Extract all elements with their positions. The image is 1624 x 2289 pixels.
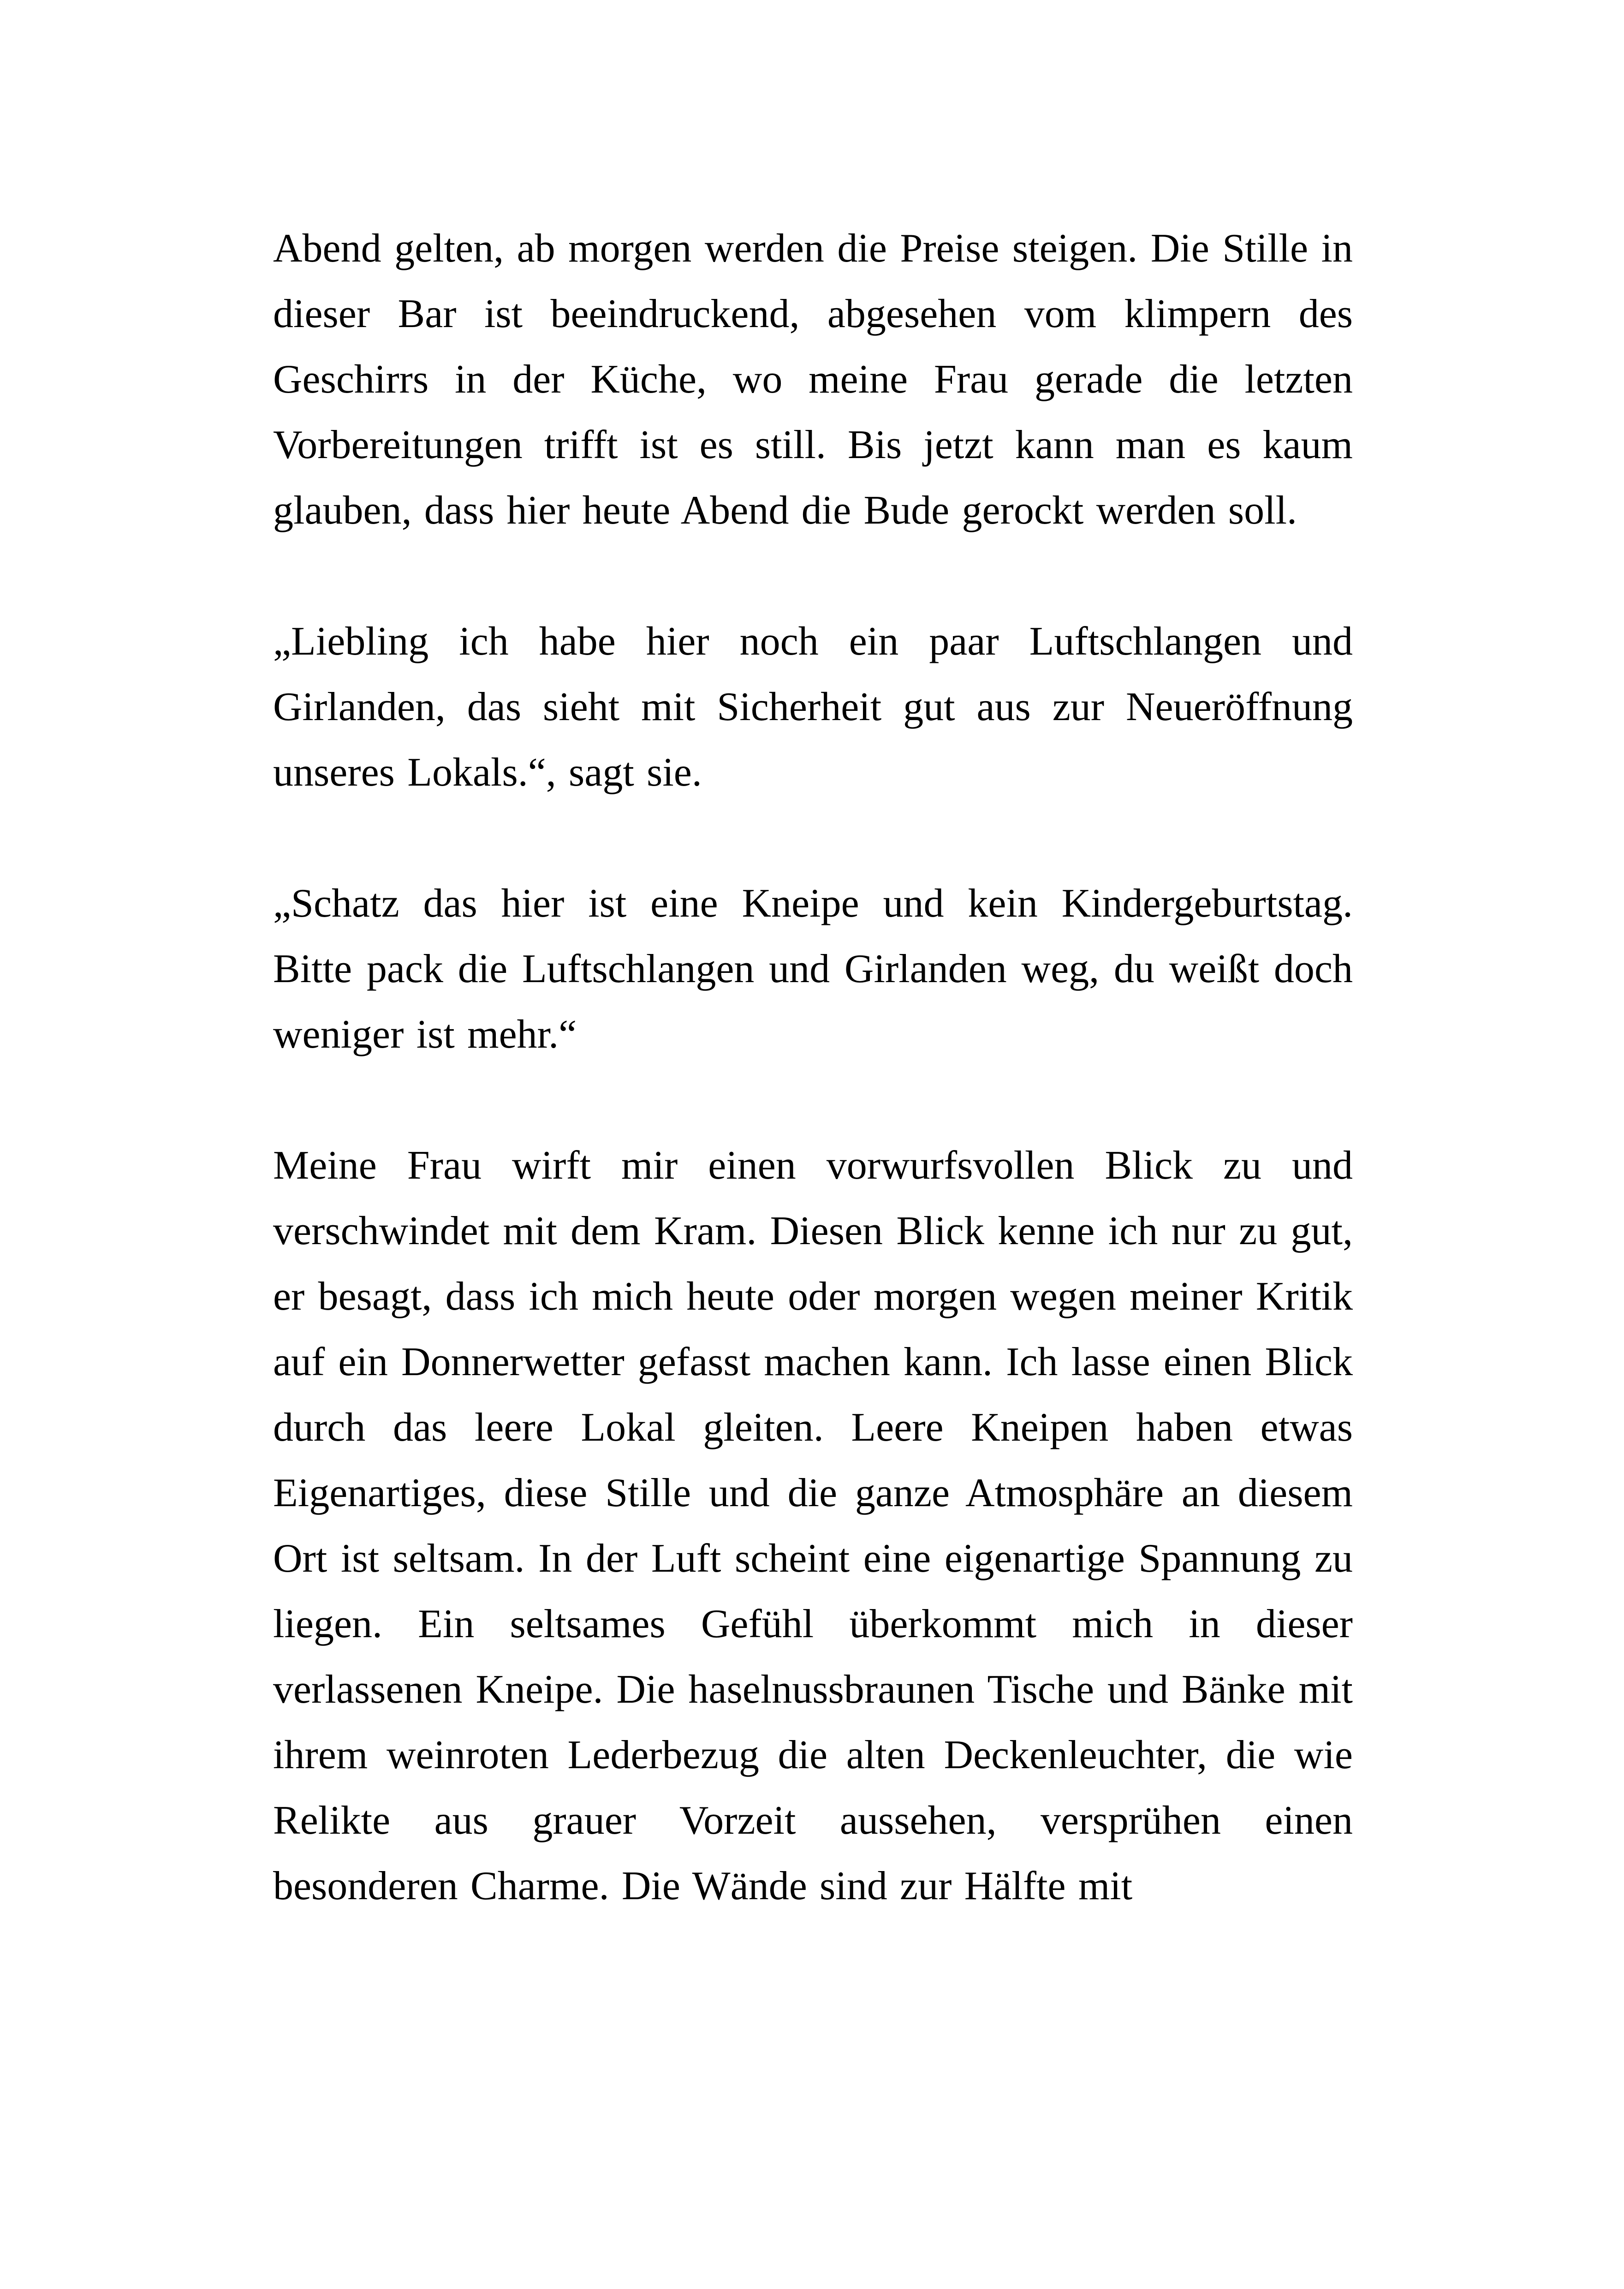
paragraph-narration-2: Meine Frau wirft mir einen vorwurfsvollen Blick zu und verschwindet mit dem Kram. Diesen Blick kenne ich nur zu gut, er besagt, dass ich mich heute oder morgen wegen meiner Kritik auf ein Donnerwetter gefasst machen kann. Ich lasse einen Blick durch das leere Lokal gleiten. Leere Kneipen haben etwas Eigenartiges, diese Stille und die ganze Atmosphäre an diesem Ort ist seltsam. In der Luft scheint eine eigenartige Spannung zu liegen. Ein seltsames Gefühl überkommt mich in dieser verlassenen Kneipe. Die haselnussbraunen Tische und Bänke mit ihrem weinroten Lederbezug die alten Deckenleuchter, die wie Relikte aus grauer Vorzeit aussehen, versprühen einen besonderen Charme. Die Wände sind zur Hälfte mit xyxy=(273,1143,1353,1908)
text-column xyxy=(273,216,1353,1919)
paragraph-narration-1: Abend gelten, ab morgen werden die Preise steigen. Die Stille in dieser Bar ist beeindruckend, abgesehen vom klimpern des Geschirrs in der Küche, wo meine Frau gerade die letzten Vorbereitungen trifft ist es still. Bis jetzt kann man es kaum glauben, dass hier heute Abend die Bude gerockt werden soll. xyxy=(273,226,1353,533)
paragraph-quote-narrator: „Schatz das hier ist eine Kneipe und kein Kindergeburtstag. Bitte pack die Luftschlangen und Girlanden weg, du weißt doch weniger ist mehr.“ xyxy=(273,881,1353,1057)
paragraph-quote-wife: „Liebling ich habe hier noch ein paar Luftschlangen und Girlanden, das sieht mit Sicherheit gut aus zur Neueröffnung unseres Lokals.“, sagt sie. xyxy=(273,619,1353,795)
